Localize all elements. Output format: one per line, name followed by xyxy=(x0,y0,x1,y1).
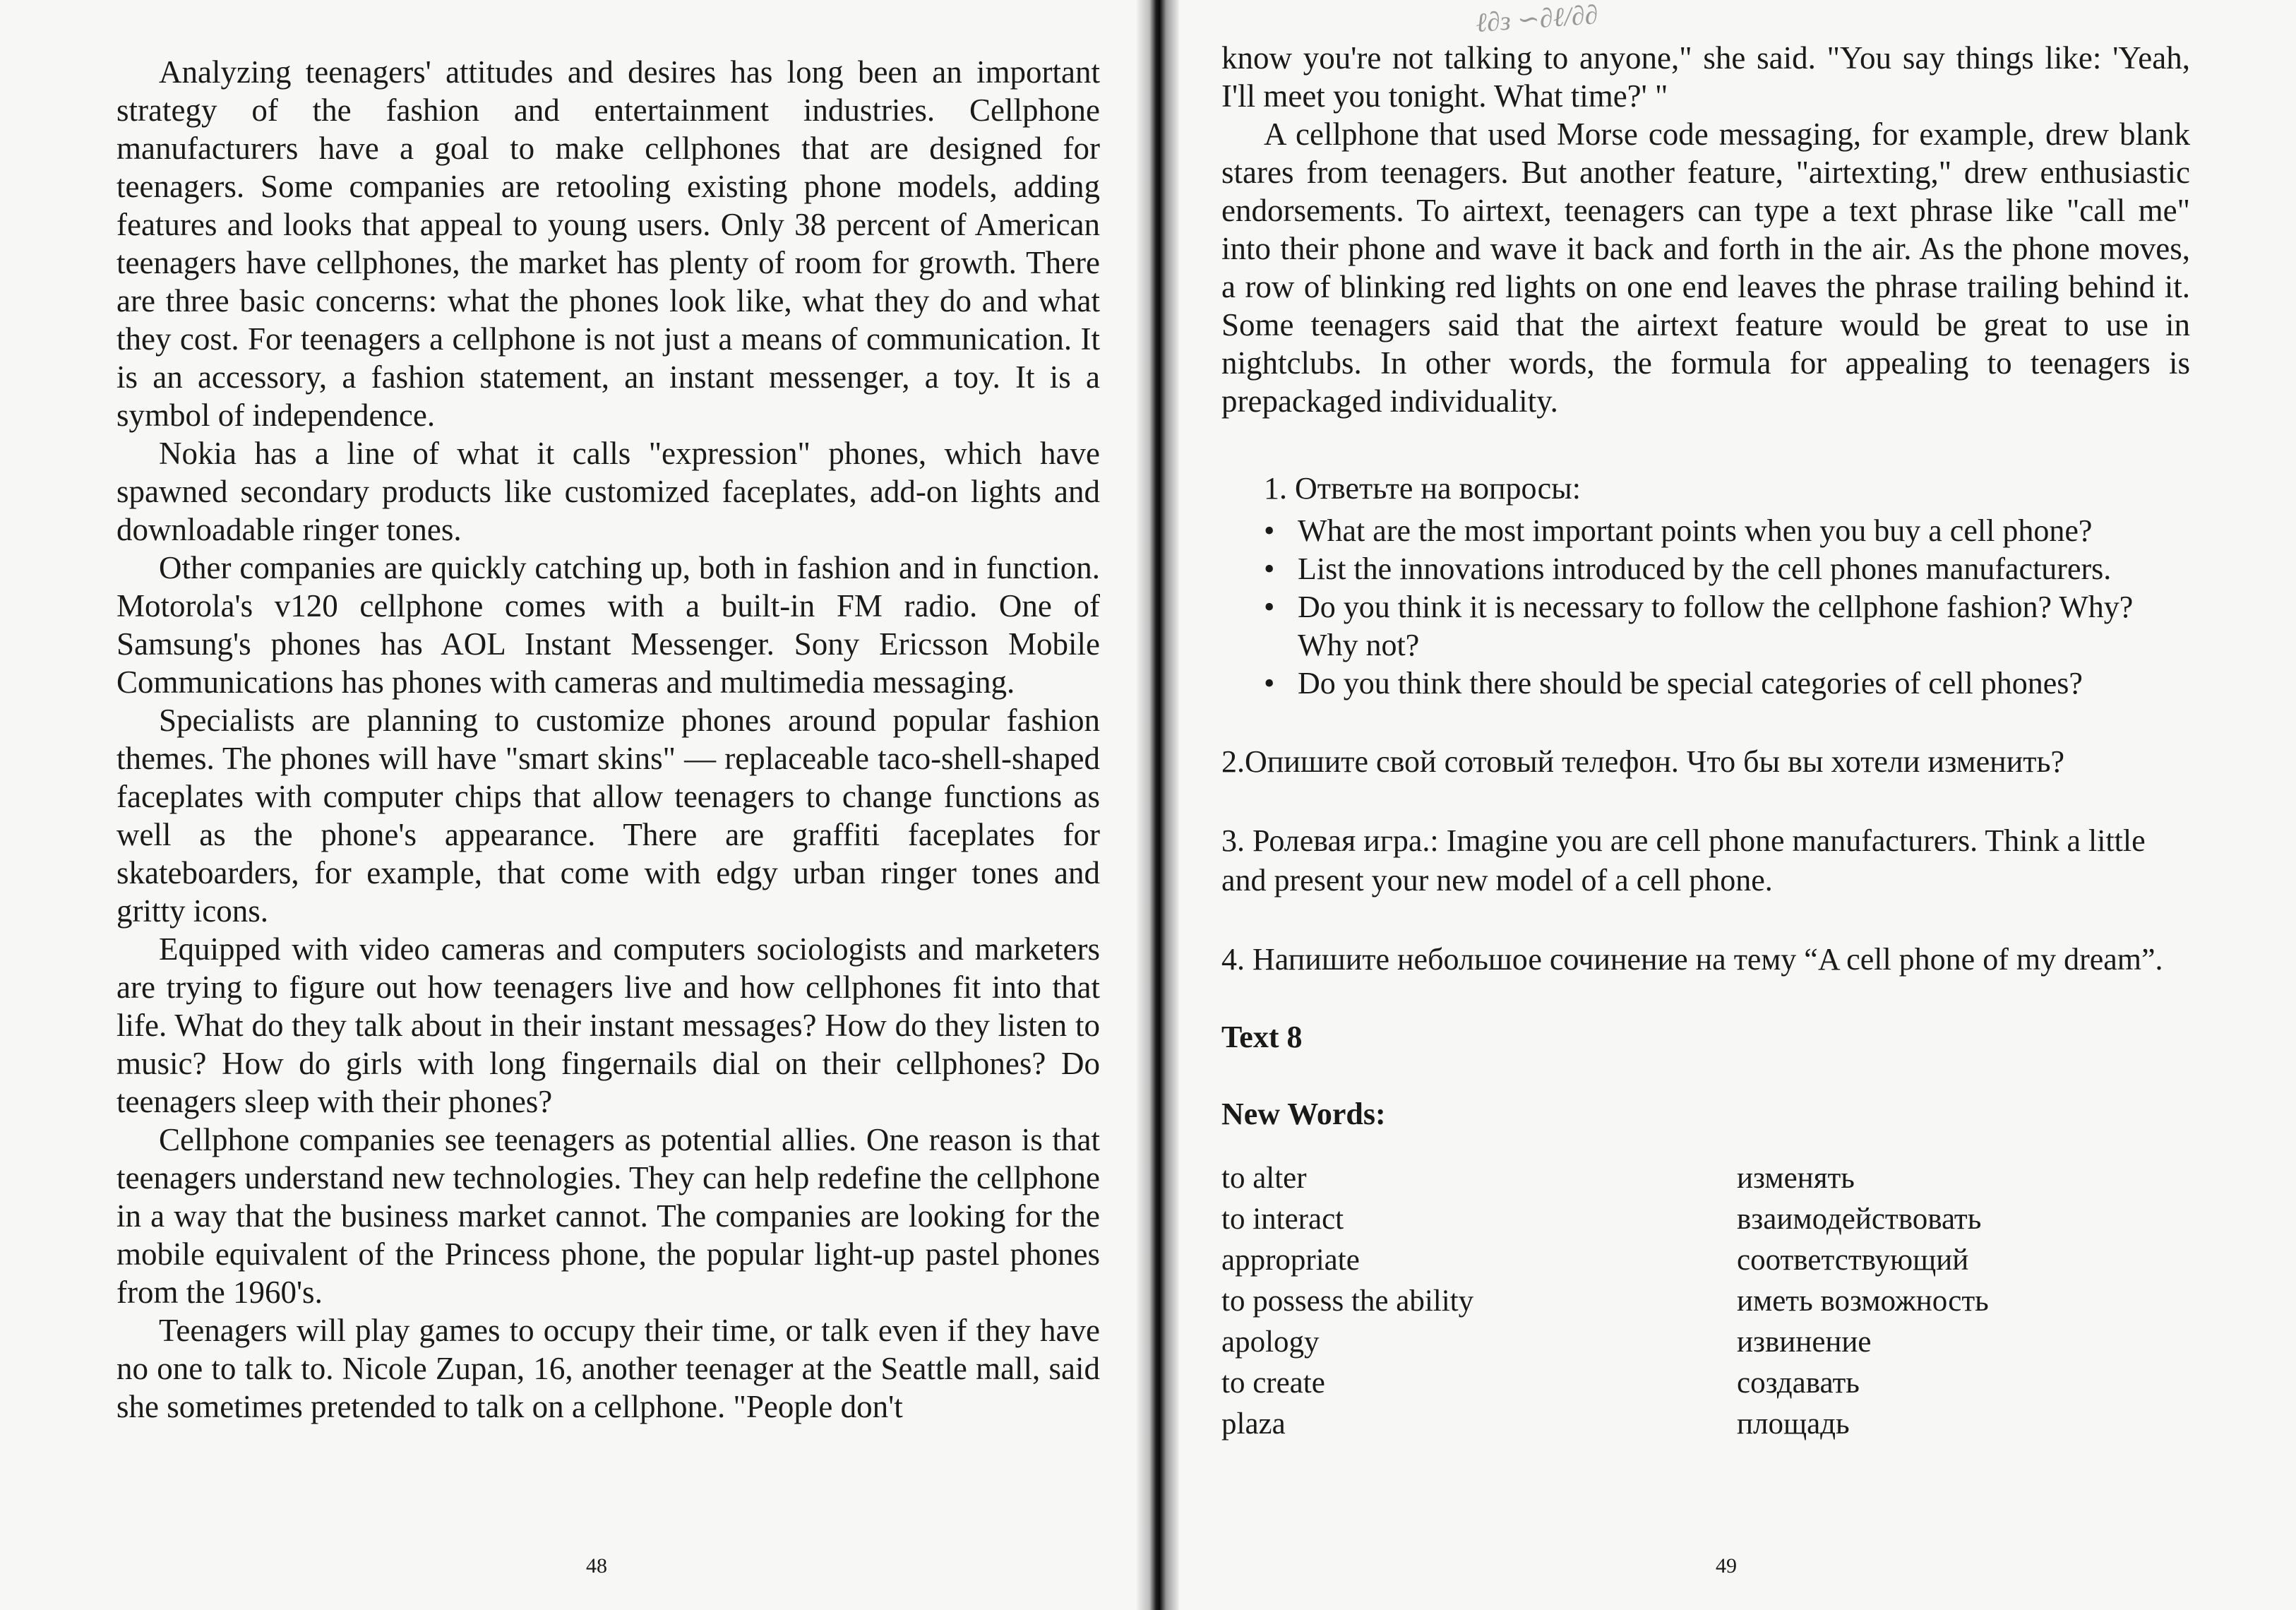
vocab-english: plaza xyxy=(1221,1407,1286,1441)
bullet-icon: • xyxy=(1264,590,1275,624)
vocab-english: to interact xyxy=(1221,1203,1344,1236)
right-page xyxy=(1172,0,2296,1610)
vocab-russian: создавать xyxy=(1737,1366,1860,1400)
body-paragraph: Specialists are planning to customize phones around popular fashion themes. The phones will have "smart skins" — replaceable taco-shell-shaped faceplates with computer chips that allow teenagers to change functions as well as the phone's appearance. There are graffiti faceplates for skateboarders, for example, that come with edgy urban ringer tones and gritty icons. xyxy=(116,703,1100,929)
question-text: Do you think there should be special categories of cell phones? xyxy=(1298,666,2083,700)
question-text: List the innovations introduced by the cell phones manufacturers. xyxy=(1298,551,2112,586)
vocab-russian: соответствующий xyxy=(1737,1244,1969,1277)
body-paragraph: Equipped with video cameras and computers sociologists and marketers are trying to figure out how teenagers live and how cellphones fit into that life. What do they talk about in their instant messages? How do they listen to music? How do girls with long fingernails dial on their cellphones? Do teenagers sleep with their phones? xyxy=(116,931,1100,1119)
question-text: Do you think it is necessary to follow the cellphone fashion? Why? Why not? xyxy=(1298,590,2134,662)
task-1-title: 1. Ответьте на вопросы: xyxy=(1264,471,1581,506)
vocab-english: appropriate xyxy=(1221,1244,1360,1277)
body-paragraph: Nokia has a line of what it calls "expression" phones, which have spawned secondary products like customized faceplates, add-on lights and downloadable ringer tones. xyxy=(116,436,1100,547)
vocab-russian: изменять xyxy=(1737,1162,1855,1195)
vocab-english: to alter xyxy=(1221,1162,1307,1195)
vocab-english: apology xyxy=(1221,1325,1320,1359)
body-paragraph: Analyzing teenagers' attitudes and desires has long been an important strategy of the fashion and entertainment industries. Cellphone manufacturers have a goal to make cellphones that are designed for teenagers. Some companies are retooling existing phone models, adding features and looks that appeal to young users. Only 38 percent of American teenagers have cellphones, the market has plenty of room for growth. There are three basic concerns: what the phones look like, what they do and what they cost. For teenagers a cellphone is not just a means of communication. It is an accessory, a fashion statement, an instant messenger, a toy. It is a symbol of independence. xyxy=(116,54,1100,433)
handwritten-scribble: ℓ∂з ∽∂ℓ/∂∂ xyxy=(1474,0,1599,38)
body-paragraph: Teenagers will play games to occupy their time, or talk even if they have no one to talk to. Nicole Zupan, 16, another teenager at the Seattle mall, said she sometimes pretended to talk on a cellphone. "People don't xyxy=(116,1313,1100,1424)
question-text: What are the most important points when you buy a cell phone? xyxy=(1298,513,2093,548)
bullet-icon: • xyxy=(1264,666,1275,700)
question-list xyxy=(1221,512,2190,703)
question-item xyxy=(1264,588,2190,664)
vocab-russian: извинение xyxy=(1737,1325,1872,1359)
page-number: 49 xyxy=(1716,1554,1737,1578)
vocab-russian: взаимодействовать xyxy=(1737,1203,1982,1236)
vocab-english: to possess the ability xyxy=(1221,1284,1474,1318)
left-page xyxy=(0,0,1144,1610)
page-number: 48 xyxy=(586,1554,607,1578)
task-2: 2.Опишите свой сотовый телефон. Что бы вы хотели изменить? xyxy=(1221,744,2065,779)
body-paragraph: know you're not talking to anyone," she said. "You say things like: 'Yeah, I'll meet you tonight. What time?' " xyxy=(1221,40,2190,114)
new-words-heading: New Words: xyxy=(1221,1097,1386,1131)
body-paragraph: A cellphone that used Morse code messaging, for example, drew blank stares from teenagers. But another feature, "airtexting," drew enthusiastic endorsements. To airtext, teenagers can type a text phrase like "call me" into their phone and wave it back and forth in the air. As the phone moves, a row of blinking red lights on one end leaves the phrase trailing behind it. Some teenagers said that the airtext feature would be great to use in nightclubs. In other words, the formula for appealing to teenagers is prepackaged individuality. xyxy=(1221,117,2190,419)
task-3: 3. Ролевая игра.: Imagine you are cell phone manufacturers. Think a little and present your new model of a cell phone. xyxy=(1221,823,2146,898)
question-item xyxy=(1264,512,2190,550)
question-item xyxy=(1264,664,2190,703)
body-paragraph: Cellphone companies see teenagers as potential allies. One reason is that teenagers understand new technologies. They can help redefine the cellphone in a way that the business market cannot. The companies are looking for the mobile equivalent of the Princess phone, the popular light-up pastel phones from the 1960's. xyxy=(116,1122,1100,1310)
bullet-icon: • xyxy=(1264,551,1275,586)
bullet-icon: • xyxy=(1264,513,1275,548)
vocabulary-list xyxy=(1221,1159,2190,1444)
vocab-russian: иметь возможность xyxy=(1737,1284,1989,1318)
vocab-english: to create xyxy=(1221,1366,1325,1400)
body-paragraph: Other companies are quickly catching up, both in fashion and in function. Motorola's v120 cellphone comes with a built-in FM radio. One of Samsung's phones has AOL Instant Messenger. Sony Ericsson Mobile Communications has phones with cameras and multimedia messaging. xyxy=(116,550,1100,700)
vocab-russian: площадь xyxy=(1737,1407,1850,1441)
task-4: 4. Напишите небольшое сочинение на тему “A cell phone of my dream”. xyxy=(1221,942,2163,977)
question-item xyxy=(1264,550,2190,588)
text-heading: Text 8 xyxy=(1221,1020,1303,1054)
